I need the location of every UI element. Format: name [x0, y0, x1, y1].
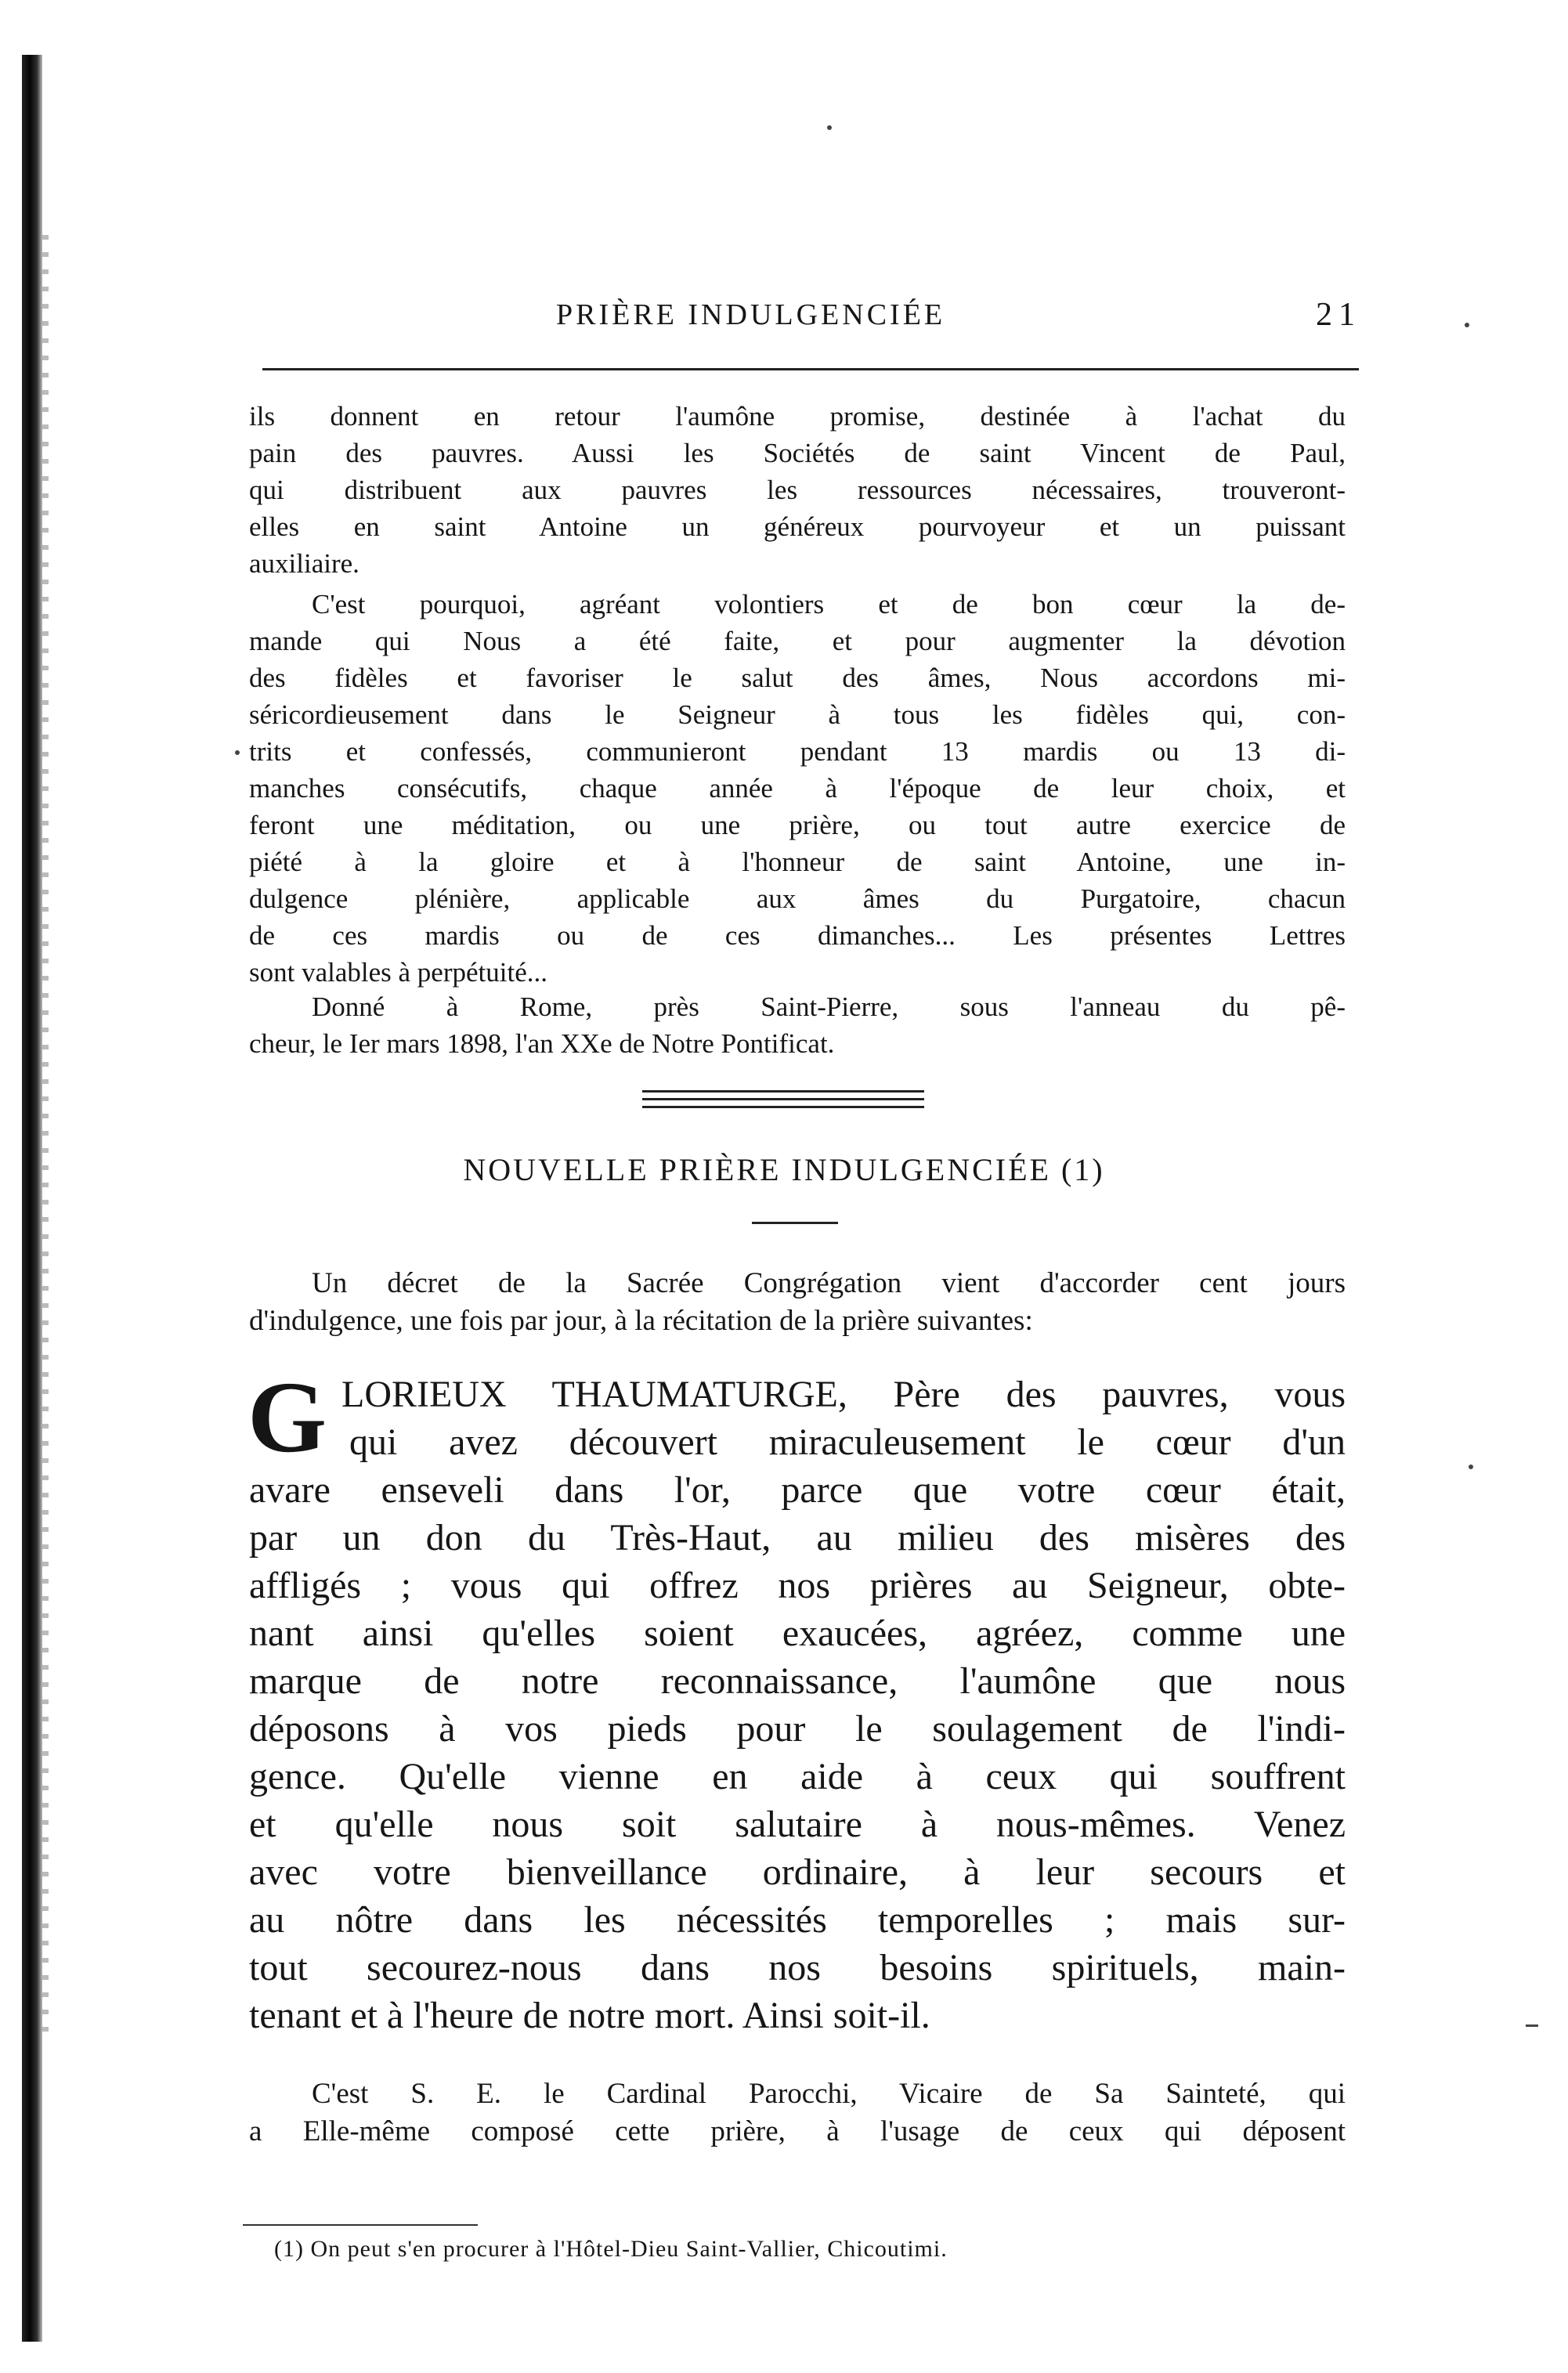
- text-line: dulgence plénière, applicable aux âmes du Purgatoire, chacun: [249, 883, 1346, 914]
- text-line: affligés ; vous qui offrez nos prières au Seigneur, obte-: [249, 1565, 1346, 1606]
- text-line: auxiliaire.: [249, 548, 359, 579]
- text-line: qui avez découvert miraculeusement le cœur d'un: [349, 1421, 1346, 1463]
- text-line: mande qui Nous a été faite, et pour augmenter la dévotion: [249, 626, 1346, 656]
- text-line: d'indulgence, une fois par jour, à la récitation de la prière suivantes:: [249, 1305, 1033, 1337]
- text-line: a Elle-même composé cette prière, à l'usage de ceux qui déposent: [249, 2115, 1346, 2147]
- paragraph-1: [249, 398, 1346, 582]
- footnote: (1) On peut s'en procurer à l'Hôtel-Dieu Saint-Vallier, Chicoutimi.: [274, 2236, 948, 2262]
- text-line: tenant et à l'heure de notre mort. Ainsi soit-il.: [249, 1995, 930, 2036]
- text-line: Un décret de la Sacrée Congrégation vient d'accorder cent jours: [312, 1267, 1346, 1299]
- title-rule: [752, 1222, 838, 1224]
- section-divider-bottom: [642, 1106, 924, 1108]
- text-line: C'est S. E. le Cardinal Parocchi, Vicaire de Sa Sainteté, qui: [312, 2078, 1346, 2110]
- text-line: nant ainsi qu'elles soient exaucées, agréez, comme une: [249, 1613, 1346, 1654]
- text-line: cheur, le Ier mars 1898, l'an XXe de Notre Pontificat.: [249, 1028, 835, 1059]
- text-line: piété à la gloire et à l'honneur de saint Antoine, une in-: [249, 847, 1346, 877]
- text-line: marque de notre reconnaissance, l'aumône que nous: [249, 1660, 1346, 1702]
- scan-speck: [235, 750, 240, 755]
- text-line: pain des pauvres. Aussi les Sociétés de saint Vincent de Paul,: [249, 438, 1346, 468]
- scanned-binding-edge: [22, 55, 42, 2342]
- text-line: déposons à vos pieds pour le soulagement de l'indi-: [249, 1708, 1346, 1750]
- text-line: C'est pourquoi, agréant volontiers et de bon cœur la de-: [312, 589, 1346, 619]
- prayer-text: [249, 1371, 1346, 2039]
- text-line: au nôtre dans les nécessités temporelles ; mais sur-: [249, 1899, 1346, 1941]
- section-divider-top: [642, 1090, 924, 1093]
- text-line: feront une méditation, ou une prière, ou tout autre exercice de: [249, 810, 1346, 840]
- footnote-rule: [243, 2224, 478, 2226]
- scan-speck: [1526, 2024, 1538, 2027]
- running-title: PRIÈRE INDULGENCIÉE: [556, 298, 946, 331]
- scan-speck: [827, 125, 832, 130]
- text-line: elles en saint Antoine un généreux pourvoyeur et un puissant: [249, 511, 1346, 542]
- text-line: manches consécutifs, chaque année à l'époque de leur choix, et: [249, 773, 1346, 804]
- text-line: tout secourez-nous dans nos besoins spirituels, main-: [249, 1947, 1346, 1988]
- text-line: ils donnent en retour l'aumône promise, destinée à l'achat du: [249, 401, 1346, 432]
- text-line: gence. Qu'elle vienne en aide à ceux qui souffrent: [249, 1756, 1346, 1797]
- text-line: sont valables à perpétuité...: [249, 957, 547, 988]
- scan-speck: [1465, 323, 1469, 327]
- text-line: des fidèles et favoriser le salut des âmes, Nous accordons mi-: [249, 663, 1346, 693]
- text-line: trits et confessés, communieront pendant 13 mardis ou 13 di-: [249, 736, 1346, 767]
- paragraph-2: [249, 586, 1346, 991]
- text-line: de ces mardis ou de ces dimanches... Les présentes Lettres: [249, 920, 1346, 951]
- scan-noise: [42, 235, 49, 2036]
- prayer-first-line: LORIEUX THAUMATURGE, Père des pauvres, vous: [341, 1374, 1346, 1415]
- text-line: par un don du Très-Haut, au milieu des misères des: [249, 1517, 1346, 1559]
- scan-speck: [1469, 1465, 1473, 1469]
- text-line: avec votre bienveillance ordinaire, à leur secours et: [249, 1851, 1346, 1893]
- header-rule: [262, 368, 1359, 370]
- section-title: NOUVELLE PRIÈRE INDULGENCIÉE (1): [463, 1152, 1105, 1187]
- drop-cap-letter: G: [247, 1367, 327, 1461]
- page-number: 21: [1316, 297, 1361, 333]
- section-intro: [249, 1265, 1346, 1340]
- text-line: séricordieusement dans le Seigneur à tous les fidèles qui, con-: [249, 699, 1346, 730]
- closing-paragraph: [249, 2075, 1346, 2151]
- section-divider-middle: [642, 1098, 924, 1100]
- paragraph-3: [249, 988, 1346, 1062]
- text-line: qui distribuent aux pauvres les ressources nécessaires, trouveront-: [249, 475, 1346, 505]
- text-line: avare enseveli dans l'or, parce que votre cœur était,: [249, 1469, 1346, 1511]
- text-line: et qu'elle nous soit salutaire à nous-mêmes. Venez: [249, 1804, 1346, 1845]
- text-line: Donné à Rome, près Saint-Pierre, sous l'anneau du pê-: [312, 991, 1346, 1022]
